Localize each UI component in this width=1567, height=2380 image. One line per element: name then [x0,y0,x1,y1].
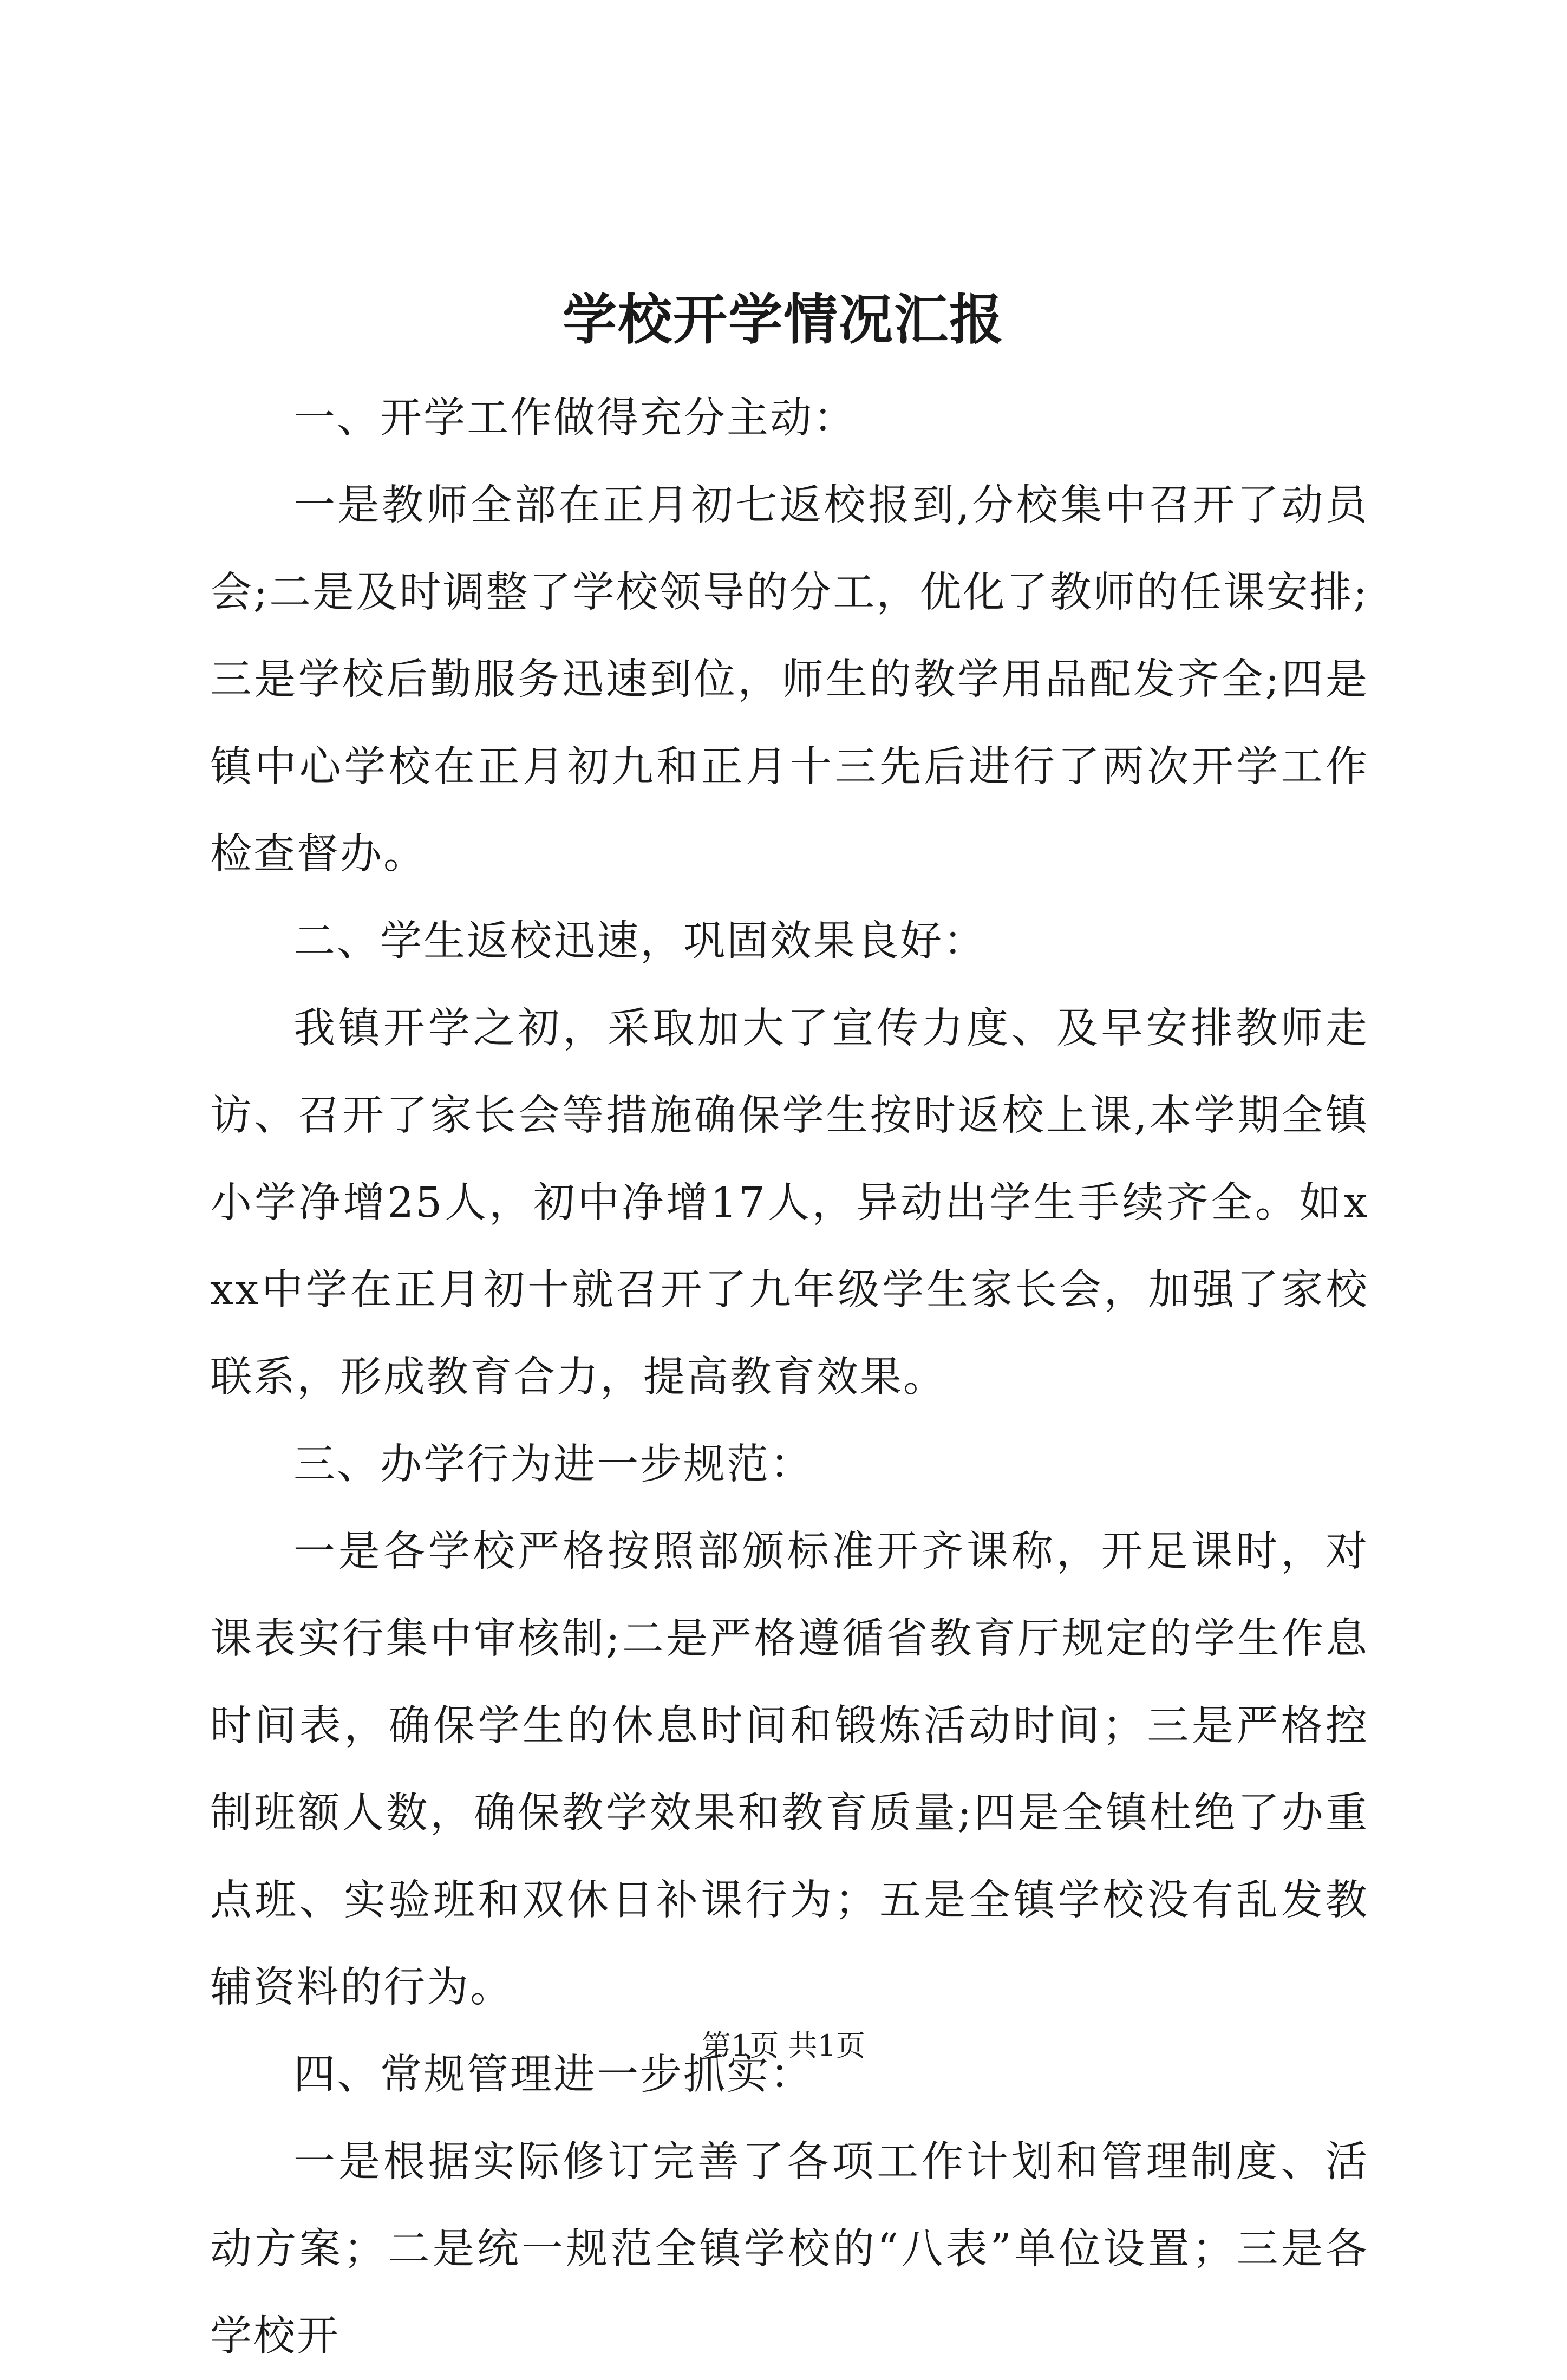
document-body [210,375,1369,2380]
section-heading-4: 四、常规管理进一步抓实： [293,2051,813,2099]
body-paragraph-1: 一是教师全部在正月初七返校报到,分校集中召开了动员会;二是及时调整了学校领导的分工，优化了教师的任课安排;三是学校后勤服务迅速到位，师生的教学用品配发齐全;四是镇中心学校在正月初九和正月十三先后进行了两次开学工作检查督办。 [210,481,1369,878]
section-heading-2: 二、学生返校迅速，巩固效果良好： [293,917,987,966]
body-paragraph-4: 一是根据实际修订完善了各项工作计划和管理制度、活动方案；二是统一规范全镇学校的“八表”单位设置；三是各学校开 [210,2138,1369,2361]
section-heading-1: 一、开学工作做得充分主动： [293,394,857,442]
document-title: 学校开学情况汇报 [563,288,1004,351]
section-heading-3: 三、办学行为进一步规范： [293,1440,813,1489]
page-number-footer: 第1页 共1页 [702,2029,865,2063]
body-paragraph-2: 我镇开学之初，采取加大了宣传力度、及早安排教师走访、召开了家长会等措施确保学生按时返校上课,本学期全镇小学净增25人，初中净增17人，异动出学生手续齐全。如xxx中学在正月初十就召开了九年级学生家长会，加强了家校联系，形成教育合力，提高教育效果。 [210,1005,1369,1401]
body-paragraph-3: 一是各学校严格按照部颁标准开齐课称，开足课时，对课表实行集中审核制;二是严格遵循省教育厅规定的学生作息时间表，确保学生的休息时间和锻炼活动时间；三是严格控制班额人数，确保教学效果和教育质量;四是全镇杜绝了办重点班、实验班和双休日补课行为；五是全镇学校没有乱发教辅资料的行为。 [210,1528,1369,2012]
